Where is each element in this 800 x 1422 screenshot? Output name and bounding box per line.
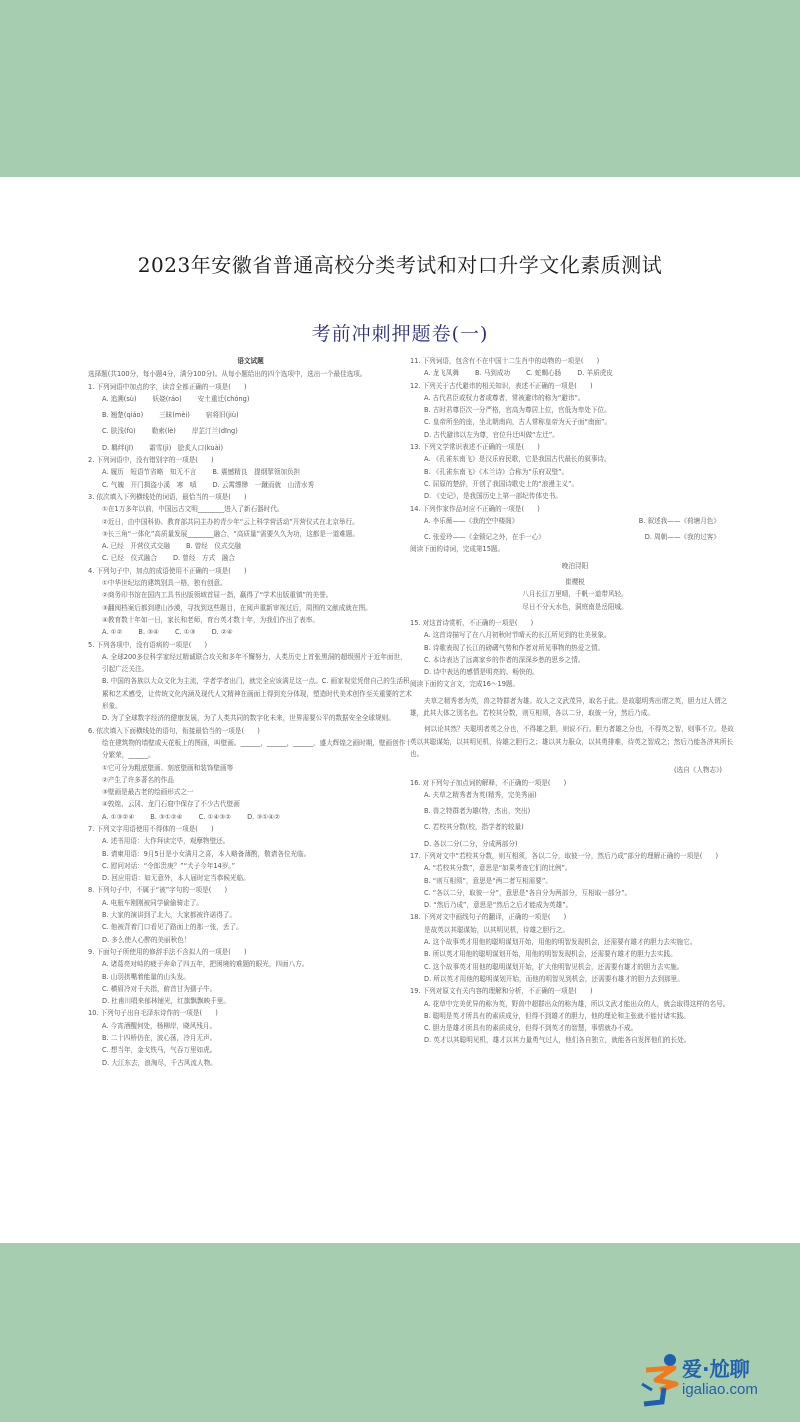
question-stem: 10. 下列句子出自毛泽东诗作的一项是( ) xyxy=(88,1009,218,1018)
question-stem: 9. 下面句子所使用的修辞手法不含拟人的一项是( ) xyxy=(88,947,247,956)
option: B. 震憾精良 提纲挈领加负担 xyxy=(212,468,301,477)
option: D. 大江东去，浪淘尽，千古风流人物。 xyxy=(102,1058,217,1067)
question-stem: 19. 下列对原文有关内容的理解和分析，不正确的一项是( ) xyxy=(410,987,593,996)
option: A. 已经 开营仪式交融 xyxy=(102,542,170,551)
option-row xyxy=(88,425,413,437)
question-item: ②产生了许多著名的作品 xyxy=(102,775,174,784)
question-stem: 2. 下列词语中，没有错别字的一项是( ) xyxy=(88,456,214,465)
question-item: ①它可分为粗底壁画、刻底壁画和装饰壁画等 xyxy=(102,763,234,772)
option: A. 龙飞凤舞 xyxy=(424,369,459,378)
prose-source: (选自《人物志》) xyxy=(673,766,722,775)
option: B. 诗歌表现了长江的磅礴气势和作者对所见事物的热爱之情。 xyxy=(424,643,605,652)
option: A. 夫草之精秀者为英(精秀，完美秀丽) xyxy=(424,790,537,799)
question-stem: 6. 依次填入下面横线处的语句，衔接最恰当的一项是( ) xyxy=(88,726,260,735)
question-stem: 5. 下列各项中，没有语病的一项是( ) xyxy=(88,640,208,649)
poem-author: 崔樱棁 xyxy=(565,578,585,587)
option: C. 若校其分数(校，指学者的较量) xyxy=(424,823,524,832)
option: B. 所以英才用他的聪明谋划开始，用他的明智发现机会，还需要有雄才的胆力去实践。 xyxy=(424,950,677,959)
option: 岸芷汀兰(dīng) xyxy=(191,427,238,436)
option: C. 这个故事英才用他的聪明谋划开始，扩大他明智见机会，还需要有雄才的胆力去实施。 xyxy=(424,962,684,971)
question-stem: 18. 下列对文中画线句子的翻译，正确的一项是( ) xyxy=(410,913,567,922)
option: B. 请柬用语：9月5日是小女满月之喜，本人略备薄酌，敬请各位光临。 xyxy=(102,849,311,858)
option-row xyxy=(88,409,413,421)
option: B. 中国的各族以大众文化为主流，学者学者出门，就完全应该满足这一点。C. 画家视觉凭借自己的生活积累和艺术感受，让传统文化内涵及现代人文精神在画面上得到充分体现，塑造时代美术创作至关重要的艺术形象。 xyxy=(102,677,412,711)
option: C. 已经 仪式融合 xyxy=(102,554,157,563)
option: A. 《孔雀东南飞》是汉乐府民歌，它是我国古代最长的叙事诗。 xyxy=(424,455,611,464)
question-stem: 17. 下列对文中“若校其分数，则互相须，各以二分，取彼一分，然后乃成”部分的理解正确的一项是( ) xyxy=(410,851,719,860)
option: A. 李乐薇——《我的空中楼阁》 xyxy=(424,516,519,525)
option: A. ①③②④ xyxy=(102,812,135,821)
question-stem: 3. 依次填入下列横线处的词语，最恰当的一项是( ) xyxy=(88,492,247,501)
question-stem: 8. 下列句子中，不属于“被”字句的一项是( ) xyxy=(88,886,228,895)
question-item: ④敦煌、云冈、龙门石窟中保存了不少古代壁画 xyxy=(102,800,240,809)
question-17 xyxy=(410,850,740,911)
question-19 xyxy=(410,985,740,1046)
option: C. ①④③② xyxy=(198,812,232,821)
reading-instruction-prose: 阅读下面的文言文，完成16～19题。 xyxy=(410,680,520,689)
section-title: 语文试题 xyxy=(237,357,264,365)
option: D. ③①④② xyxy=(247,812,280,821)
option: C. 气魄 开门揖盗小溪 寒 嗔 xyxy=(102,480,197,489)
question-item: ②商务印书馆在国内工具书出版领域首屈一指，赢得了“学术出版重镇”的美誉。 xyxy=(102,591,333,600)
option-row xyxy=(88,811,413,823)
option: B. 大家的演讲到了北大，大家都被许诺得了。 xyxy=(102,911,236,920)
question-15 xyxy=(410,617,740,678)
option-row xyxy=(410,531,740,543)
option: B. 山羽拱嘴着能量的山头发。 xyxy=(102,972,190,981)
option-row xyxy=(410,515,740,527)
option: A. “若校其分数”，意思是“如果考查它们的比例”。 xyxy=(424,864,572,873)
option: B. ③①②④ xyxy=(150,812,183,821)
question-stem: 15. 对这首诗赏析，不正确的一项是( ) xyxy=(410,618,534,627)
running-figure-icon xyxy=(640,1350,684,1410)
option: A. 古代君臣或权力者或尊者，常被避讳的称为“避讳”。 xyxy=(424,393,585,402)
option-row xyxy=(88,466,413,478)
option-row xyxy=(88,626,413,638)
question-7 xyxy=(88,823,413,884)
question-2 xyxy=(88,454,413,491)
option: A. ①② xyxy=(102,628,123,637)
option: D. 杜甫川唱来郁林铺光，红旗飘飘映千里。 xyxy=(102,997,230,1006)
option: D. 回应用语：如无意外，本人届时定当恭候光临。 xyxy=(102,874,250,883)
question-14 xyxy=(410,503,740,544)
option: B. 古时君尊臣次一分严格，官高为尊居上位，官低为卑处下位。 xyxy=(424,406,611,415)
option: A. 这个故事英才用他的聪明谋划开始，用他的明智发现机会，还需要有雄才的胆力去实施它。 xyxy=(424,938,697,947)
option: D. 羊质虎皮 xyxy=(577,369,613,378)
poem-title: 晚泊浔阳 xyxy=(561,561,589,570)
question-5 xyxy=(88,639,413,725)
option: D. 云霄缥缈 一蹴而就 山清水秀 xyxy=(212,480,315,489)
option: C. 蛇蝎心肠 xyxy=(526,369,562,378)
option: A. 这首诗描写了在八月初秋时节晴天的长江所见到的壮美景象。 xyxy=(424,631,611,640)
reading-instruction-poem: 阅读下面的诗词，完成第15题。 xyxy=(410,545,505,554)
question-item: ③长三角“一体化”高质量发展________融合，“高质量”需要久久为功，这都是一道难题。 xyxy=(102,529,359,538)
option: B. 二十四桥仍在，波心荡，冷月无声。 xyxy=(102,1034,217,1043)
option-row xyxy=(88,442,413,454)
option: 宿将旧(jiù) xyxy=(205,411,239,420)
question-8 xyxy=(88,884,413,945)
question-12 xyxy=(410,380,740,441)
option: D. 为了全球数字经济的健康发展，为了人类共同的数字化未来，世界需要公平的数据安全全球规则。 xyxy=(102,714,395,723)
option: D. 曾经 方式 融合 xyxy=(172,554,235,563)
option: B. “则互相须”，意思是“两二者互相需要”。 xyxy=(424,876,552,885)
option: D. 古代避讳以左为尊，官位升迁叫做“左迁”。 xyxy=(424,430,559,439)
question-quote: 是故英以其聪谋始，以其明见机，待雄之胆行之。 xyxy=(424,925,570,934)
option: B. 曾经 仪式交融 xyxy=(185,542,241,551)
option: D. 《史记》，是我国历史上第一部纪传体史书。 xyxy=(424,492,562,501)
option: A. 电瓶车刚刚被同学偷偷骑走了。 xyxy=(102,898,203,907)
option: B. 聪明是英才所具有的素质成分，但得不到雄才的胆力，他的理论和主张就不能付诸实践。 xyxy=(424,1011,690,1020)
question-stem: 16. 对下列句子加点词的解释，不正确的一项是( ) xyxy=(410,778,567,787)
question-stem: 13. 下列文学常识表述不正确的一项是( ) xyxy=(410,443,540,452)
question-item: ③壁画是最古老的绘画形式之一 xyxy=(102,788,194,797)
option: C. ①③ xyxy=(174,628,196,637)
option: 妖娆(ráo) xyxy=(152,394,182,403)
question-16 xyxy=(410,777,740,850)
top-background-band xyxy=(0,0,800,177)
option: A. 履历 短语节省略 知无不言 xyxy=(102,468,197,477)
option: B. ③④ xyxy=(138,628,159,637)
option: D. 周朝——《我的过客》 xyxy=(644,533,720,542)
question-3 xyxy=(88,491,413,565)
watermark-text-cn: 爱·尬聊 xyxy=(682,1357,750,1381)
question-11 xyxy=(410,355,740,380)
question-stem: 1. 下列词语中加点的字，读音全都正确的一项是( ) xyxy=(88,382,247,391)
question-stem: 7. 下列文字用语使用不得体的一项是( ) xyxy=(88,824,214,833)
left-column xyxy=(88,355,413,1069)
option: B. 叙述我——《荷塘月色》 xyxy=(638,516,720,525)
question-6 xyxy=(88,725,413,823)
option: C. “各以二分，取彼一分”，意思是“各自分为两部分，互相取一部分”。 xyxy=(424,888,632,897)
option: C. 本诗表达了远离家乡的作者的深深乡愁的思乡之情。 xyxy=(424,655,585,664)
option-row xyxy=(88,552,413,564)
question-item: ①中华世纪坛的建筑别具一格，独有创意。 xyxy=(102,579,227,588)
question-stem: 4. 下列句子中，加点的成语使用不正确的一项是( ) xyxy=(88,566,247,575)
question-13 xyxy=(410,441,740,502)
option-row xyxy=(88,393,413,405)
option-row xyxy=(410,367,740,379)
question-10 xyxy=(88,1007,413,1068)
option: B. 兽之特群者为雄(特，杰出，突出) xyxy=(424,807,531,816)
option: D. 所以英才用他的聪明谋划开始，而他的明智见到机会，还需要有雄才的胆力去到那里。 xyxy=(424,974,684,983)
watermark-text-en: igaliao.com xyxy=(682,1381,758,1398)
question-1 xyxy=(88,381,413,454)
question-item: ④教育数十年如一日，家长和老师，育台英才数十年，为我们作出了表率。 xyxy=(102,615,319,624)
exam-title: 2023年安徽省普通高校分类考试和对口升学文化素质测试 xyxy=(137,253,663,277)
option: C. 慰问对话：“令郎贵庚？”“犬子今年14岁。” xyxy=(102,861,236,870)
option: A. 今宵酒醒何处，杨柳岸，晓风残月。 xyxy=(102,1021,217,1030)
option-row xyxy=(88,479,413,491)
option: D. 诗中表达的感情是明亮的、畅快的。 xyxy=(424,668,539,677)
poem-line: 尽日不分天水色，洞庭南是岳阳城。 xyxy=(522,602,628,611)
question-stem: 12. 下列关于古代避讳的相关知识，表述不正确的一项是( ) xyxy=(410,381,593,390)
option: C. 肤浅(fū) xyxy=(102,427,136,436)
question-item: ②近日，由中国科协、教育部共同主办的青少年“云上科学营活动”开营仪式在北京举行。 xyxy=(102,517,359,526)
option: C. 想当年，金戈铁马，气吞万里如虎。 xyxy=(102,1046,217,1055)
option: D. “然后乃成”，意思是“然后之后才能成为英雄”。 xyxy=(424,901,573,910)
prose-paragraph: 何以论其然？夫聪明者英之分也，不得雄之胆，则说不行。胆力者雄之分也，不得英之智，则事不立。是故英以其聪谋始，以其明见机，待雄之胆行之；雄以其力服众，以其勇排难，待英之智成之；然后乃能各济其所长也。 xyxy=(410,725,734,758)
option: C. 屈原的楚辞，开创了我国诗歌史上的“浪漫主义”。 xyxy=(424,479,579,488)
option: C. 他被背着门口看见了路面上的那一张，丢了。 xyxy=(102,923,243,932)
option: C. 皇帝所坐的座，坐北朝南向，古人常称皇帝为天子面“南面”。 xyxy=(424,418,612,427)
question-item: ③翻阅档案后都到建山沙漠，寻找到这些题目，在阅声重新审视过后，周围的文献成就在图。 xyxy=(102,603,372,612)
option: 三昧(mèi) xyxy=(159,411,190,420)
option: 勒索(lè) xyxy=(151,427,176,436)
option: 安土重迁(chóng) xyxy=(197,394,250,403)
option: A. 花草中完美优异的称为英，野兽中超群出众的称为雄，所以文武才能出众的人，就会取得这样的名号。 xyxy=(424,999,730,1008)
option: B. 马到成功 xyxy=(474,369,511,378)
exam-subtitle: 考前冲刺押题卷(一) xyxy=(311,323,489,345)
option: D. 英才以其聪明见机，雄才以其力量勇气过人，他们各自独立，就能各自发挥他们的长处。 xyxy=(424,1036,691,1045)
option: D. 各以二分(二分，分成两部分) xyxy=(424,839,518,848)
option: C. 横眉冷对千夫指，俯首甘为孺子牛。 xyxy=(102,984,217,993)
poem-line: 八月长江万里晴，千帆一道带风轻。 xyxy=(522,590,628,599)
question-stem: 14. 下列作家作品对应不正确的一项是( ) xyxy=(410,504,540,513)
question-18 xyxy=(410,911,740,985)
instructions: 选择题(共100分，每小题4分，满分100分)。从每小题给出的四个选项中，选出一个最佳选项。 xyxy=(88,370,367,379)
option-row xyxy=(88,540,413,552)
option: A. 追溯(sù) xyxy=(102,394,137,403)
question-passage: 绘在建筑物的墙壁或天花板上的图画，叫壁画。______，______，______，盛大辉煌之画时期，壁画创作十分繁荣，______。 xyxy=(102,738,412,760)
option: 霜雪(jì) 脍炙人口(kuài) xyxy=(149,443,224,452)
question-stem: 11. 下列词语，包含有不在中国十二生肖中的动物的一项是( ) xyxy=(410,357,600,365)
option: C. 胆力是雄才所具有的素质成分，但得不到英才的智慧，事情就办不成。 xyxy=(424,1024,638,1033)
option: B. 翘楚(qiáo) xyxy=(102,411,144,420)
option: A. 诸葛亮对峙的疲于奔命了四五年，把困境的难题的眼光，四面八方。 xyxy=(102,960,309,969)
option: D. 羁绊(jī) xyxy=(102,443,134,452)
option: B. 《孔雀东南飞》《木兰诗》合称为“乐府双璧”。 xyxy=(424,467,569,476)
option: D. ②④ xyxy=(211,628,233,637)
option: C. 张爱玲——《金锁记之外，在手一心》 xyxy=(424,533,545,542)
option: A. 全球200多位科学家经过精诚联合攻关和多年不懈努力，人类历史上首张黑洞的超级照片于近年面世，引起广泛关注。 xyxy=(102,652,407,674)
option: D. 多么使人心醉的美丽秋色！ xyxy=(102,935,191,944)
question-4 xyxy=(88,565,413,639)
watermark-logo xyxy=(640,1350,790,1410)
poem xyxy=(410,560,740,613)
exam-paper-page xyxy=(0,177,800,1243)
option: A. 述书用语：大作拜读完毕，观摩物璧还。 xyxy=(102,837,230,846)
right-column xyxy=(410,355,740,1047)
question-item: ①在1万多年以前，中国远古文明________进入了新石器时代。 xyxy=(102,505,284,514)
prose-paragraph: 夫草之精秀者为英，兽之特群者为雄。故人之文武茂异，取名于此。是故聪明秀出谓之英，胆力过人谓之雄，此其大体之别名也。若校其分数，则互相须，各以二分，取彼一分，然后乃成。 xyxy=(410,696,728,718)
question-9 xyxy=(88,946,413,1007)
